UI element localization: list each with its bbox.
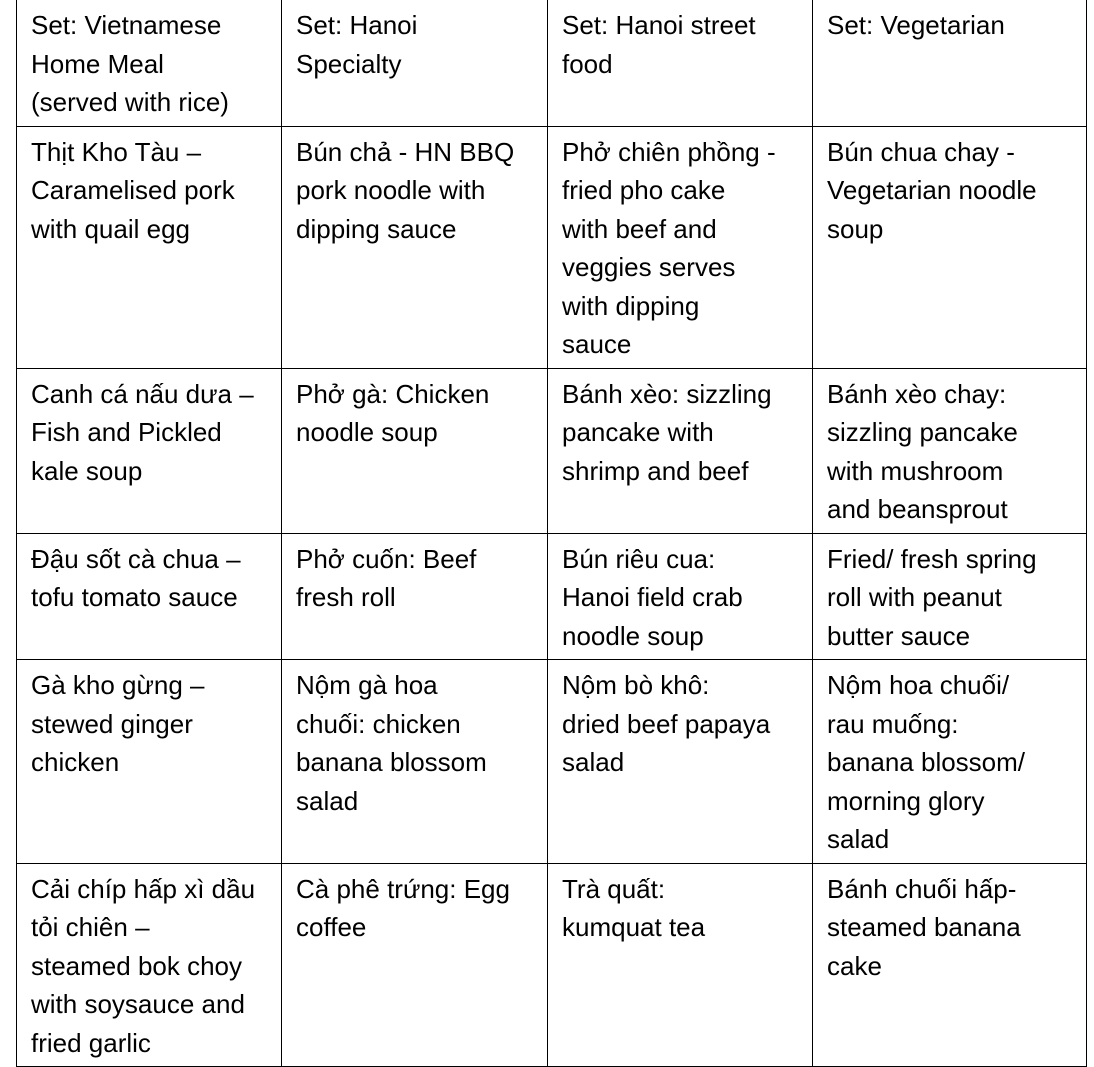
table-cell: Gà kho gừng – stewed ginger chicken (17, 660, 282, 864)
table-cell: Canh cá nấu dưa – Fish and Pickled kale soup (17, 368, 282, 533)
table-cell: Bánh xèo chay: sizzling pancake with mushroom and beansprout (813, 368, 1087, 533)
table-row (17, 660, 1087, 864)
table-cell: Bún chua chay - Vegetarian noodle soup (813, 126, 1087, 368)
table-cell: Phở chiên phồng - fried pho cake with beef and veggies serves with dipping sauce (548, 126, 813, 368)
table-cell: Bánh chuối hấp- steamed banana cake (813, 863, 1087, 1067)
table-cell: Phở cuốn: Beef fresh roll (282, 533, 548, 660)
table-cell: Nộm gà hoa chuối: chicken banana blossom salad (282, 660, 548, 864)
table-cell: Bánh xèo: sizzling pancake with shrimp and beef (548, 368, 813, 533)
table-cell: Nộm bò khô: dried beef papaya salad (548, 660, 813, 864)
set-header-vegetarian: Set: Vegetarian (813, 0, 1087, 126)
table-cell: Cà phê trứng: Egg coffee (282, 863, 548, 1067)
table-cell: Phở gà: Chicken noodle soup (282, 368, 548, 533)
table-cell: Nộm hoa chuối/ rau muống: banana blossom/ morning glory salad (813, 660, 1087, 864)
table-row (17, 533, 1087, 660)
set-header-hanoi-specialty: Set: Hanoi Specialty (282, 0, 548, 126)
set-header-hanoi-street-food: Set: Hanoi street food (548, 0, 813, 126)
table-cell: Đậu sốt cà chua – tofu tomato sauce (17, 533, 282, 660)
table-cell: Fried/ fresh spring roll with peanut butter sauce (813, 533, 1087, 660)
table-row (17, 368, 1087, 533)
table-cell: Trà quất: kumquat tea (548, 863, 813, 1067)
table-cell: Cải chíp hấp xì dầu tỏi chiên – steamed bok choy with soysauce and fried garlic (17, 863, 282, 1067)
menu-table (16, 0, 1087, 1067)
set-header-vietnamese-home-meal: Set: Vietnamese Home Meal (served with rice) (17, 0, 282, 126)
table-cell: Bún riêu cua: Hanoi field crab noodle soup (548, 533, 813, 660)
table-cell: Thịt Kho Tàu – Caramelised pork with quail egg (17, 126, 282, 368)
header-row (17, 0, 1087, 126)
table-row (17, 126, 1087, 368)
table-cell: Bún chả - HN BBQ pork noodle with dipping sauce (282, 126, 548, 368)
table-row (17, 863, 1087, 1067)
